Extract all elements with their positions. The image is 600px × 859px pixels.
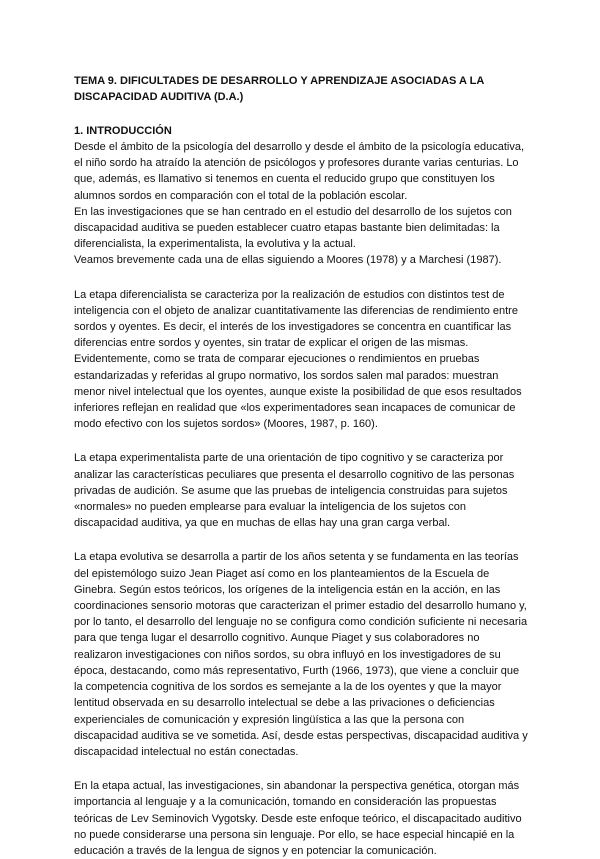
paragraph-experimentalist: La etapa experimentalista parte de una orientación de tipo cognitivo y se caracteriza por analizar las características peculiares que presenta el desarrollo cognitivo de las personas privadas de audición. Se asume que las pruebas de inteligencia construidas para sujetos «normales» no pueden emplearse para evaluar la inteligencia de los sujetos con discapacidad auditiva, ya que en muchas de ellas hay una gran carga verbal. (74, 452, 515, 530)
paragraph-current: En la etapa actual, las investigaciones, sin abandonar la perspectiva genética, otorgan más importancia al lenguaje y a la comunicación, tomando en consideración las propuestas teóricas de Lev Seminovich Vygotsky. Desde este enfoque teórico, el discapacitado auditivo no puede considerarse una persona sin lenguaje. Por ello, se hace especial hincapié en la educación a través de la lengua de signos y en potenciar la comunicación. (74, 780, 522, 857)
paragraph-differentialist: La etapa diferencialista se caracteriza por la realización de estudios con distintos test de inteligencia con el objeto de analizar cuantitativamente las diferencias de rendimiento entre sordos y oyentes. Es decir, el interés de los investigadores se concentra en cuantificar las diferencias entre sordos y oyentes, sin tratar de explicar el origen de las mismas. Evidentemente, como se trata de comparar ejecuciones o rendimientos en pruebas estandarizadas y referidas al grupo normativo, los sordos salen mal parados: muestran menor nivel intelectual que los oyentes, aunque existe la posibilidad de que esos resultados inferiores reflejan en realidad que «los experimentadores sean incapaces de comunicar de modo efectivo con los sujetos sordos» (Moores, 1987, p. 160). (74, 288, 522, 431)
document-title: TEMA 9. DIFICULTADES DE DESARROLLO Y APRENDIZAJE ASOCIADAS A LA DISCAPACIDAD AUDITIVA (D.A.) (74, 75, 484, 103)
intro-paragraph: Desde el ámbito de la psicología del desarrollo y desde el ámbito de la psicología educativa, el niño sordo ha atraído la atención de psicólogos y profesores durante varias centurias. Lo que, además, es llamativo si tenemos en cuenta el reducido grupo que constituyen los alumnos sordos en comparación con el total de la población escolar. (74, 141, 525, 202)
introduction-block (74, 139, 530, 269)
paragraph-evolutionary: La etapa evolutiva se desarrolla a partir de los años setenta y se fundamenta en las teorías del epistemólogo suizo Jean Piaget así como en los planteamientos de la Escuela de Ginebra. Según estos teóricos, los orígenes de la inteligencia están en la acción, en las coordinaciones sensorio motoras que caracterizan el primer estadio del desarrollo humano y, por lo tanto, el desarrollo del lenguaje no se configura como condición suficiente ni necesaria para que tenga lugar el desarrollo cognitivo. Aunque Piaget y sus colaboradores no realizaron investigaciones con niños sordos, su obra influyó en los investigadores de su época, destacando, como más representativo, Furth (1966, 1973), que viene a concluir que la competencia cognitiva de los sordos es semejante a la de los oyentes y que la mayor lentitud observada en su desarrollo intelectual se debe a las privaciones o deficiencias experienciales de comunicación y expresión lingüística a las que la persona con discapacidad auditiva se ve sometida. Así, desde estas perspectivas, discapacidad auditiva y discapacidad intelectual no están conectadas. (74, 551, 528, 758)
intro-paragraph: En las investigaciones que se han centrado en el estudio del desarrollo de los sujetos con discapacidad auditiva se pueden establecer cuatro etapas bastante bien delimitadas: la diferencialista, la experimentalista, la evolutiva y la actual. (74, 205, 512, 251)
section-heading: 1. INTRODUCCIÓN (74, 125, 172, 137)
intro-paragraph: Veamos brevemente cada una de ellas siguiendo a Moores (1978) y a Marchesi (1987). (74, 254, 502, 267)
